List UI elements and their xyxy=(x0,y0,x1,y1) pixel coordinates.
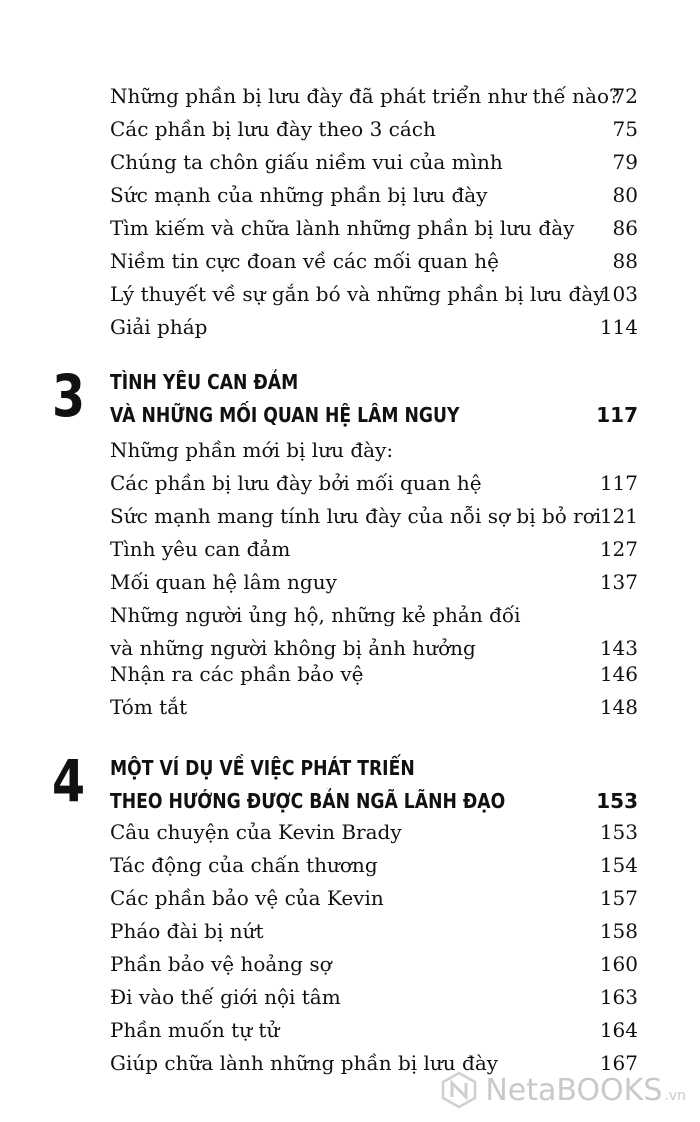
toc-entry-title: Pháo đài bị nứt xyxy=(110,919,264,943)
toc-entry-title: Các phần bảo vệ của Kevin xyxy=(110,886,384,910)
toc-entry-page: 160 xyxy=(599,952,638,976)
toc-entry-page: 72 xyxy=(612,84,638,108)
toc-entry-page: 157 xyxy=(599,886,638,910)
toc-entry-title: Các phần bị lưu đày bởi mối quan hệ xyxy=(110,471,482,495)
chapter-title-line2: THEO HƯỚNG ĐƯỢC BẢN NGÃ LÃNH ĐẠO xyxy=(110,789,506,813)
toc-entry-page: 117 xyxy=(599,471,638,495)
chapter-title-line1: TÌNH YÊU CAN ĐẢM xyxy=(110,370,299,394)
toc-entry-title: Những phần bị lưu đày đã phát triển như thế nào? xyxy=(110,84,620,108)
chapter-title-line2: VÀ NHỮNG MỐI QUAN HỆ LÂM NGUY xyxy=(110,403,460,427)
toc-entry-page: 86 xyxy=(612,216,638,240)
toc-entry[interactable] xyxy=(110,599,638,665)
toc-entry-page: 127 xyxy=(599,537,638,561)
toc-entry-page: 88 xyxy=(612,249,638,273)
toc-entry-title: Đi vào thế giới nội tâm xyxy=(110,985,341,1009)
toc-entry-title: Phần bảo vệ hoảng sợ xyxy=(110,952,332,976)
toc-entry-title: Câu chuyện của Kevin Brady xyxy=(110,820,402,844)
toc-entry-title-line1: Những phần mới bị lưu đày: xyxy=(110,438,394,462)
toc-entry[interactable] xyxy=(110,434,638,500)
watermark-suffix: .vn xyxy=(664,1088,686,1104)
toc-entry-page: 146 xyxy=(599,662,638,686)
toc-entry-title: Chúng ta chôn giấu niềm vui của mình xyxy=(110,150,503,174)
toc-entry-page: 114 xyxy=(599,315,638,339)
watermark xyxy=(439,1070,686,1110)
toc-entry-page: 153 xyxy=(599,820,638,844)
toc-entry-title: Tìm kiếm và chữa lành những phần bị lưu đày xyxy=(110,216,575,240)
toc-entry-page: 80 xyxy=(612,183,638,207)
chapter-title-line1: MỘT VÍ DỤ VỀ VIỆC PHÁT TRIỂN xyxy=(110,756,415,780)
toc-entry-title: Tác động của chấn thương xyxy=(110,853,378,877)
toc-entry-page: 164 xyxy=(599,1018,638,1042)
toc-entry-title-line1: Những người ủng hộ, những kẻ phản đối xyxy=(110,603,521,627)
toc-entry-page: 79 xyxy=(612,150,638,174)
toc-entry-title: Phần muốn tự tử xyxy=(110,1018,280,1042)
toc-entry-page: 163 xyxy=(599,985,638,1009)
chapter-page: 153 xyxy=(596,789,638,813)
toc-entry-page: 137 xyxy=(599,570,638,594)
toc-entry-title: Sức mạnh mang tính lưu đày của nỗi sợ bị bỏ rơi xyxy=(110,504,602,528)
toc-entry-page: 154 xyxy=(599,853,638,877)
toc-entry-page: 148 xyxy=(599,695,638,719)
chapter-number: 4 xyxy=(52,747,86,815)
toc-entry-title: và những người không bị ảnh hưởng xyxy=(110,636,476,660)
toc-entry-title: Các phần bị lưu đày theo 3 cách xyxy=(110,117,436,141)
toc-entry-page: 167 xyxy=(599,1051,638,1075)
toc-entry-title: Tóm tắt xyxy=(110,695,188,719)
toc-entry-page: 121 xyxy=(599,504,638,528)
toc-entry-title: Giúp chữa lành những phần bị lưu đày xyxy=(110,1051,499,1075)
toc-entry-page: 75 xyxy=(612,117,638,141)
toc-entry-title: Sức mạnh của những phần bị lưu đày xyxy=(110,183,488,207)
toc-entry-page: 143 xyxy=(599,636,638,660)
watermark-name: NetaBOOKS xyxy=(485,1072,663,1108)
chapter-number: 3 xyxy=(52,362,86,430)
toc-entry-title: Lý thuyết về sự gắn bó và những phần bị lưu đày xyxy=(110,282,605,306)
toc-entry-title: Niềm tin cực đoan về các mối quan hệ xyxy=(110,249,500,273)
toc-entry-page: 103 xyxy=(599,282,638,306)
chapter-page: 117 xyxy=(596,403,638,427)
toc-entry-title: Giải pháp xyxy=(110,315,208,339)
toc-entry-title: Mối quan hệ lâm nguy xyxy=(110,570,337,594)
toc-entry-page: 158 xyxy=(599,919,638,943)
netabooks-logo-icon xyxy=(439,1070,479,1110)
toc-entry-title: Tình yêu can đảm xyxy=(110,537,291,561)
toc-entry-title: Nhận ra các phần bảo vệ xyxy=(110,662,364,686)
